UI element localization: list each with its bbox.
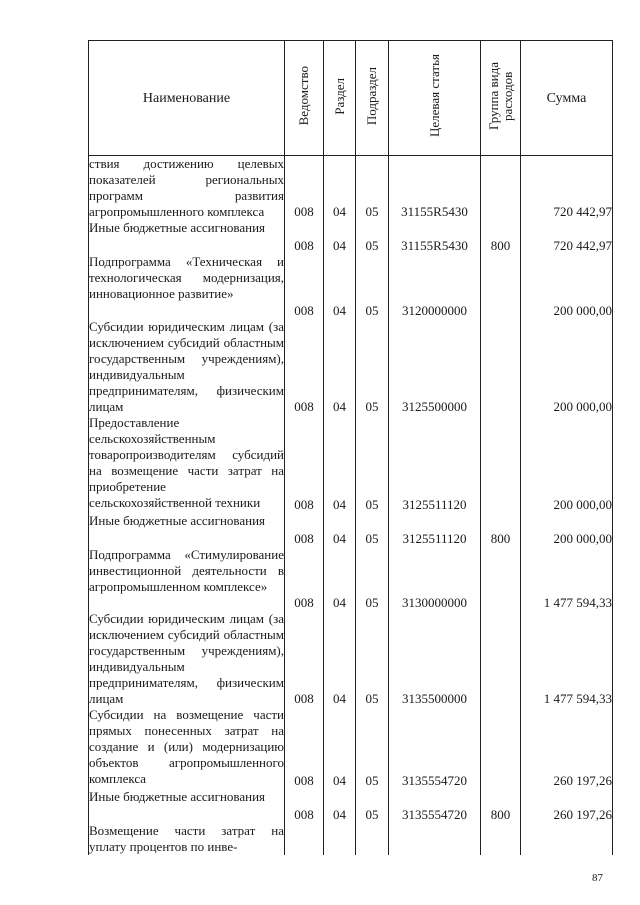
row-section: 04 bbox=[324, 220, 356, 254]
row-section: 04 bbox=[324, 319, 356, 415]
row-sum: 200 000,00 bbox=[521, 254, 613, 319]
row-sum: 260 197,26 bbox=[521, 707, 613, 789]
header-group bbox=[481, 41, 521, 156]
budget-table bbox=[88, 40, 613, 855]
row-dept: 008 bbox=[285, 254, 324, 319]
row-dept: 008 bbox=[285, 319, 324, 415]
row-sum: 260 197,26 bbox=[521, 789, 613, 823]
row-name: Иные бюджетные ассигнования bbox=[89, 789, 285, 823]
row-sum: 1 477 594,33 bbox=[521, 547, 613, 611]
row-group bbox=[481, 156, 521, 221]
row-section: 04 bbox=[324, 254, 356, 319]
row-group: 800 bbox=[481, 513, 521, 547]
row-sum: 200 000,00 bbox=[521, 513, 613, 547]
row-dept: 008 bbox=[285, 513, 324, 547]
row-name: ствия достижению целевых показателей региональных программ развития агропромышленного комплекса bbox=[89, 156, 284, 219]
row-group bbox=[481, 823, 521, 855]
row-subsection: 05 bbox=[356, 220, 389, 254]
header-target-label: Целевая статья bbox=[426, 54, 442, 138]
row-subsection: 05 bbox=[356, 319, 389, 415]
row-group bbox=[481, 254, 521, 319]
row-subsection: 05 bbox=[356, 611, 389, 707]
row-dept bbox=[285, 823, 324, 855]
row-section: 04 bbox=[324, 513, 356, 547]
row-group bbox=[481, 415, 521, 513]
row-target bbox=[389, 823, 481, 855]
row-name: Субсидии юридическим лицам (за исключением субсидий областным государственным учреждениям), индивидуальным предпринимателям, физическим лицам bbox=[89, 319, 284, 414]
header-dept-label: Ведомство bbox=[296, 66, 311, 126]
table-row bbox=[89, 547, 613, 611]
row-name: Субсидии на возмещение части прямых понесенных затрат на создание и (или) модернизацию объектов агропромышленного комплекса bbox=[89, 707, 285, 789]
row-target: 3125511120 bbox=[389, 415, 481, 513]
row-group bbox=[481, 547, 521, 611]
row-target: 3135500000 bbox=[389, 611, 481, 707]
row-dept: 008 bbox=[285, 547, 324, 611]
row-name: Предоставление сельскохозяйственным товаропроизводителям субсидий на возмещение части затрат на приобретение сельскохозяйственной техники bbox=[89, 415, 285, 513]
header-subsection bbox=[356, 41, 389, 156]
row-subsection: 05 bbox=[356, 513, 389, 547]
header-target bbox=[389, 41, 481, 156]
row-dept: 008 bbox=[285, 156, 324, 221]
table-row bbox=[89, 415, 613, 513]
header-section bbox=[324, 41, 356, 156]
row-subsection: 05 bbox=[356, 547, 389, 611]
row-name: Иные бюджетные ассигнования bbox=[89, 513, 285, 547]
header-section-label: Раздел bbox=[331, 77, 347, 115]
row-target: 31155R5430 bbox=[389, 220, 481, 254]
header-group-label: Группа вида расходов bbox=[485, 62, 515, 130]
row-target: 3125511120 bbox=[389, 513, 481, 547]
table-row bbox=[89, 707, 613, 789]
row-group bbox=[481, 707, 521, 789]
header-sum-label: Сумма bbox=[546, 90, 587, 106]
row-name: Субсидии юридическим лицам (за исключением субсидий областным государственным учреждениям), индивидуальным предпринимателям, физическим лицам bbox=[89, 611, 284, 706]
row-subsection: 05 bbox=[356, 789, 389, 823]
row-target: 3135554720 bbox=[389, 789, 481, 823]
table-row bbox=[89, 319, 613, 415]
table-row bbox=[89, 513, 613, 547]
row-subsection: 05 bbox=[356, 415, 389, 513]
row-sum: 720 442,97 bbox=[521, 156, 613, 221]
table-row bbox=[89, 220, 613, 254]
row-dept: 008 bbox=[285, 220, 324, 254]
row-target: 3130000000 bbox=[389, 547, 481, 611]
table-row bbox=[89, 611, 613, 707]
row-sum bbox=[521, 823, 613, 855]
row-dept: 008 bbox=[285, 707, 324, 789]
header-dept bbox=[285, 41, 324, 156]
row-target: 3125500000 bbox=[389, 319, 481, 415]
row-section: 04 bbox=[324, 415, 356, 513]
row-section: 04 bbox=[324, 789, 356, 823]
row-dept: 008 bbox=[285, 789, 324, 823]
header-subsection-label: Подраздел bbox=[364, 66, 379, 126]
row-target: 3120000000 bbox=[389, 254, 481, 319]
row-sum: 200 000,00 bbox=[521, 415, 613, 513]
header-sum bbox=[521, 41, 613, 156]
row-subsection bbox=[356, 823, 389, 855]
row-group bbox=[481, 611, 521, 707]
row-sum: 720 442,97 bbox=[521, 220, 613, 254]
row-section: 04 bbox=[324, 547, 356, 611]
row-group: 800 bbox=[481, 789, 521, 823]
row-subsection: 05 bbox=[356, 254, 389, 319]
row-dept: 008 bbox=[285, 415, 324, 513]
row-name: Иные бюджетные ассигнования bbox=[89, 220, 285, 254]
row-subsection: 05 bbox=[356, 707, 389, 789]
header-name bbox=[89, 41, 285, 156]
page-number: 87 bbox=[592, 872, 603, 884]
row-section bbox=[324, 823, 356, 855]
row-subsection: 05 bbox=[356, 156, 389, 221]
row-section: 04 bbox=[324, 611, 356, 707]
row-group bbox=[481, 319, 521, 415]
table-header-row bbox=[89, 41, 613, 156]
row-name: Подпрограмма «Техническая и технологическая модернизация, инновационное развитие» bbox=[89, 254, 285, 319]
table-row bbox=[89, 254, 613, 319]
row-target: 3135554720 bbox=[389, 707, 481, 789]
row-name: Подпрограмма «Стимулирование инвестиционной деятельности в агропромышленном комплексе» bbox=[89, 547, 285, 611]
row-sum: 1 477 594,33 bbox=[521, 611, 613, 707]
row-name: Возмещение части затрат на уплату процентов по инве- bbox=[89, 823, 284, 854]
row-target: 31155R5430 bbox=[389, 156, 481, 221]
table-row bbox=[89, 156, 613, 221]
row-dept: 008 bbox=[285, 611, 324, 707]
table-row bbox=[89, 823, 613, 855]
row-group: 800 bbox=[481, 220, 521, 254]
table-row bbox=[89, 789, 613, 823]
row-section: 04 bbox=[324, 707, 356, 789]
row-sum: 200 000,00 bbox=[521, 319, 613, 415]
row-section: 04 bbox=[324, 156, 356, 221]
header-name-label: Наименование bbox=[142, 90, 231, 106]
